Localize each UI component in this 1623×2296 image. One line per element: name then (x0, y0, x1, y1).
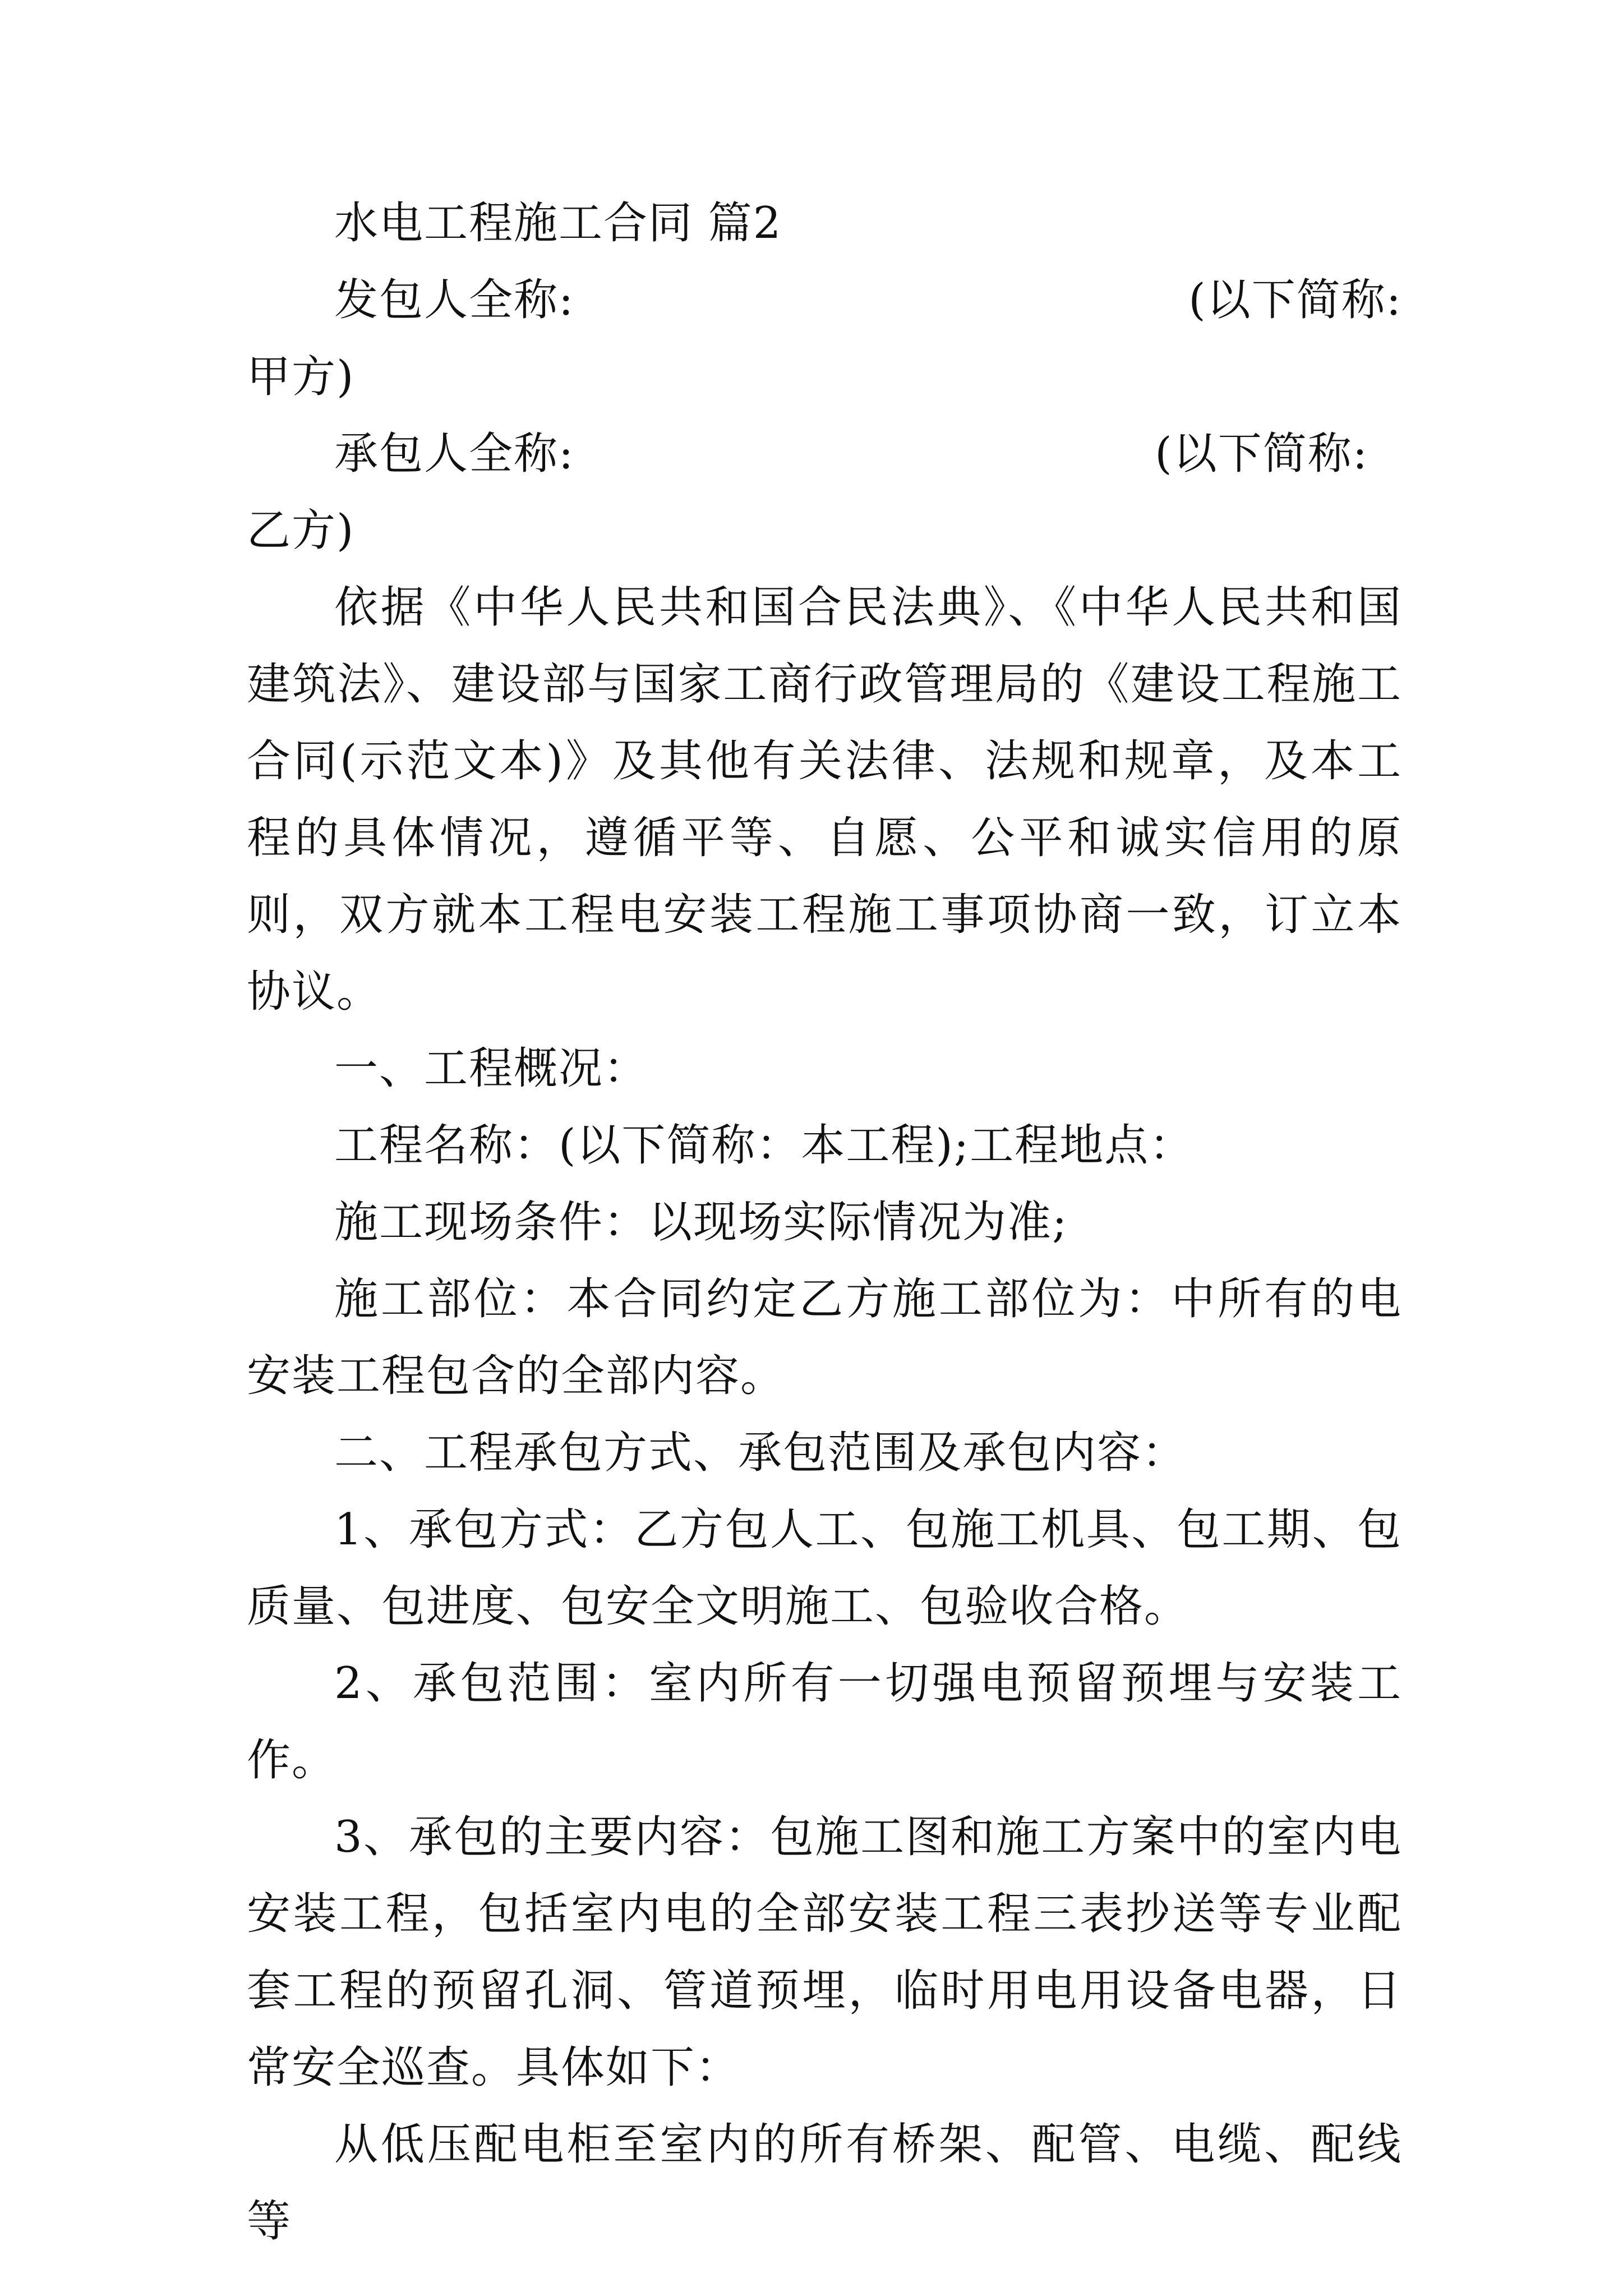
paragraph-contract-method: 1、承包方式：乙方包人工、包施工机具、包工期、包质量、包进度、包安全文明施工、包验收合格。 (247, 1504, 1402, 1632)
paragraph-construction-scope: 施工部位：本合同约定乙方施工部位为：中所有的电安装工程包含的全部内容。 (247, 1274, 1402, 1401)
paragraph-basis: 依据《中华人民共和国合民法典》、《中华人民共和国建筑法》、建设部与国家工商行政管理局的《建设工程施工合同(示范文本)》及其他有关法律、法规和规章，及本工程的具体情况，遵循平等、自愿、公平和诚实信用的原则，双方就本工程电安装工程施工事项协商一致，订立本协议。 (247, 582, 1402, 1017)
paragraph-contract-range: 2、承包范围：室内所有一切强电预留预埋与安装工作。 (247, 1658, 1402, 1786)
party-b-tail: 乙方) (247, 505, 355, 556)
party-b-note: (以下简称: (1155, 429, 1368, 479)
party-a-label: 发包人全称: (334, 275, 575, 325)
section-heading-contract-method: 二、工程承包方式、承包范围及承包内容： (334, 1428, 1187, 1478)
paragraph-project-name: 工程名称：(以下简称：本工程);工程地点： (334, 1120, 1195, 1171)
section-heading-overview: 一、工程概况： (334, 1043, 649, 1094)
document-title: 水电工程施工合同 篇2 (334, 198, 782, 249)
document-body (247, 185, 1402, 2260)
paragraph-main-content: 3、承包的主要内容：包施工图和施工方案中的室内电安装工程，包括室内电的全部安装工程三表抄送等专业配套工程的预留孔洞、管道预埋，临时用电用设备电器，日常安全巡查。具体如下： (247, 1812, 1402, 2093)
party-b-line (247, 416, 1368, 569)
party-a-line (247, 262, 1402, 416)
party-a-note: (以下简称: (1188, 275, 1402, 325)
paragraph-site-conditions: 施工现场条件：以现场实际情况为准; (334, 1197, 1068, 1248)
party-a-tail: 甲方) (247, 352, 355, 402)
paragraph-details: 从低压配电柜至室内的所有桥架、配管、电缆、配线等 (247, 2119, 1402, 2247)
party-b-label: 承包人全称: (334, 429, 575, 479)
